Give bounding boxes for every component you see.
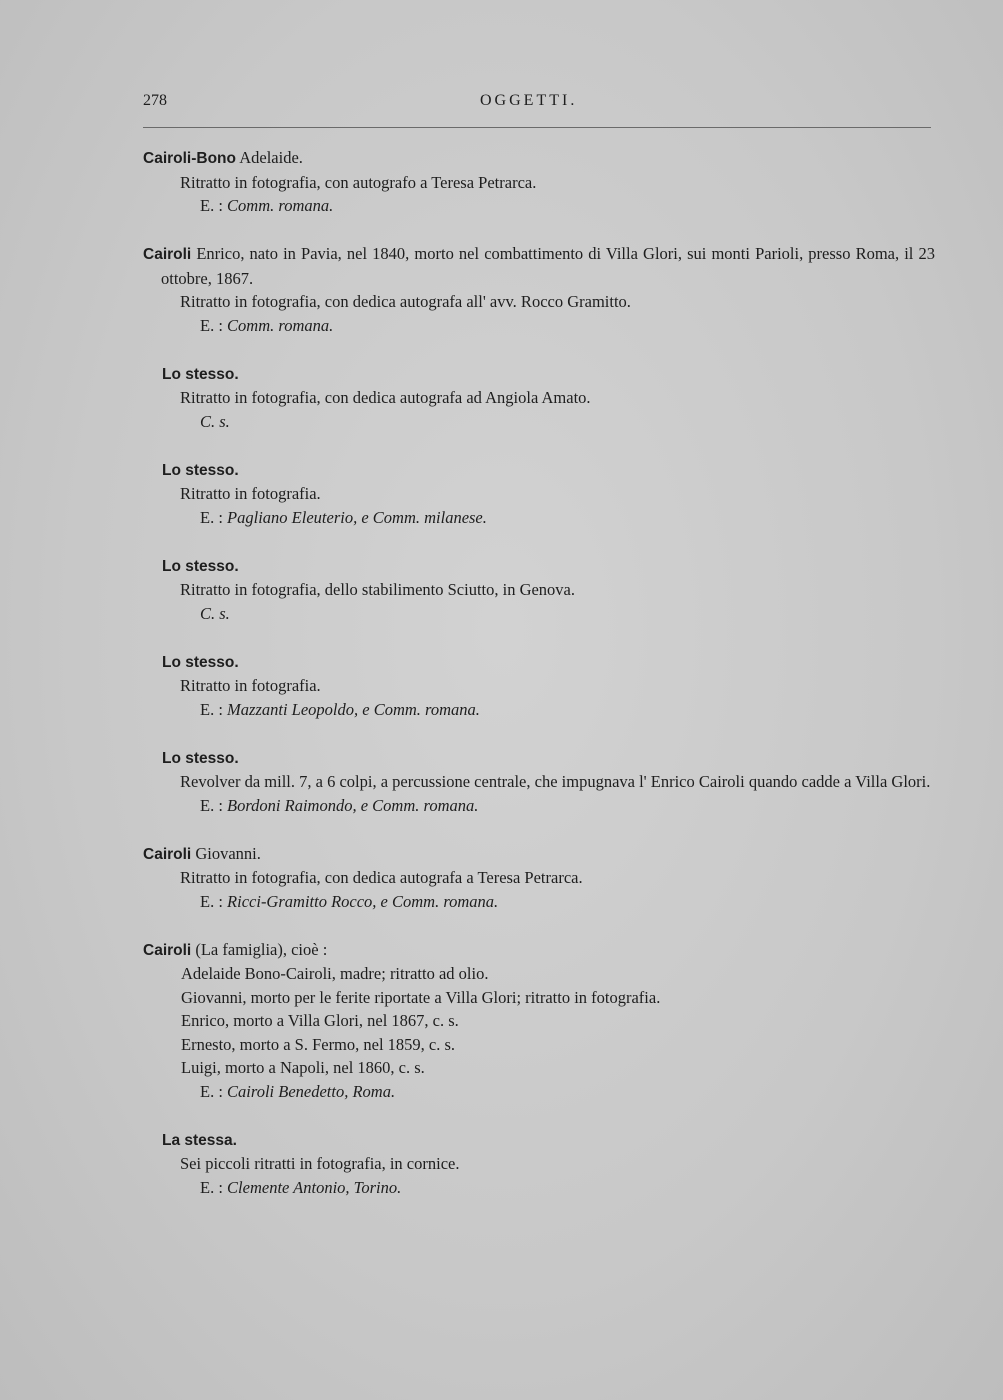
catalog-entry [162, 554, 935, 626]
source-prefix: E. : [200, 1177, 228, 1197]
source-name: Comm. romana. [227, 196, 334, 215]
catalog-entry [162, 746, 935, 818]
entry-source [200, 1176, 935, 1200]
entry-heading [143, 146, 935, 171]
catalog-entry [162, 458, 935, 530]
entry-name: Cairoli [143, 845, 192, 863]
entry-name: Lo stesso. [162, 557, 239, 575]
entry-description: Revolver da mill. 7, a 6 colpi, a percussione centrale, che impugnava l' Enrico Cairoli quando cadde a Villa Glori. [180, 772, 931, 791]
page-number: 278 [143, 92, 167, 109]
catalog-entry [143, 146, 935, 218]
entry-name: Cairoli [143, 246, 192, 263]
page-header [143, 92, 933, 120]
source-prefix: E. : [200, 1081, 228, 1101]
source-prefix: E. : [200, 699, 228, 719]
entry-name: La stessa. [162, 1131, 237, 1149]
source-name: Pagliano Eleuterio, e Comm. milanese. [227, 507, 487, 527]
source-name: Clemente Antonio, Torino. [227, 1177, 402, 1197]
entry-source [200, 410, 935, 434]
entry-source [200, 314, 935, 338]
entry-name: Lo stesso. [162, 749, 239, 767]
entry-source [200, 506, 935, 530]
running-title: OGGETTI. [480, 92, 578, 109]
entry-item: Sei piccoli ritratti in fotografia, in cornice. [180, 1154, 460, 1173]
source-prefix: E. : [200, 795, 228, 815]
source-prefix: E. : [200, 891, 228, 911]
entry-item: Ritratto in fotografia. [180, 484, 321, 503]
source-prefix: E. : [200, 315, 228, 335]
list-item: Ernesto, morto a S. Fermo, nel 1859, c. s. [181, 1034, 456, 1054]
entry-heading [162, 362, 935, 387]
catalog-content [143, 146, 935, 1224]
entry-heading [162, 746, 935, 771]
entry-heading [143, 938, 935, 963]
entry-item: Ritratto in fotografia, con dedica autografa a Teresa Petrarca. [180, 868, 583, 887]
list-item: Enrico, morto a Villa Glori, nel 1867, c. s. [181, 1011, 459, 1030]
source-name: Comm. romana. [227, 315, 334, 335]
list-item: Giovanni, morto per le ferite riportate a Villa Glori; ritratto in fotografia. [181, 987, 661, 1007]
entry-name: Cairoli [143, 941, 192, 959]
entry-name: Lo stesso. [162, 653, 239, 671]
source-name: C. s. [200, 411, 230, 431]
header-rule [143, 127, 931, 128]
catalog-entry [162, 362, 935, 434]
entry-name: Cairoli-Bono [143, 150, 236, 167]
catalog-entry [143, 842, 935, 914]
source-name: C. s. [200, 603, 230, 623]
source-name: Mazzanti Leopoldo, e Comm. romana. [227, 699, 480, 719]
catalog-entry [143, 938, 935, 1104]
entry-source [200, 602, 935, 626]
entry-description: Giovanni. [191, 843, 261, 863]
entry-heading [162, 1128, 935, 1153]
list-item: Luigi, morto a Napoli, nel 1860, c. s. [181, 1058, 425, 1077]
entry-source [200, 698, 935, 722]
entry-item: Ritratto in fotografia. [180, 676, 321, 695]
entry-heading [143, 242, 935, 290]
list-item: Adelaide Bono-Cairoli, madre; ritratto ad olio. [181, 964, 489, 983]
entry-heading [143, 842, 935, 867]
entry-description: (La famiglia), cioè : [191, 939, 328, 959]
catalog-entry [162, 1128, 935, 1200]
source-prefix: E. : [200, 507, 228, 527]
entry-description: Adelaide. [236, 148, 303, 167]
catalog-entry [143, 242, 935, 337]
entry-name: Lo stesso. [162, 461, 239, 479]
entry-heading [162, 554, 935, 579]
source-name: Bordoni Raimondo, e Comm. romana. [227, 795, 479, 815]
entry-source [200, 194, 935, 218]
entry-heading [162, 458, 935, 483]
entry-name: Lo stesso. [162, 365, 239, 383]
source-name: Ricci-Gramitto Rocco, e Comm. romana. [227, 891, 499, 911]
entry-source [200, 794, 935, 818]
entry-item: Ritratto in fotografia, con dedica autografa all' avv. Rocco Gramitto. [180, 292, 631, 311]
entry-source [200, 1080, 935, 1104]
entry-item: Ritratto in fotografia, con autografo a Teresa Petrarca. [180, 172, 537, 192]
source-name: Cairoli Benedetto, Roma. [227, 1081, 396, 1101]
entry-source [200, 890, 935, 914]
entry-item: Ritratto in fotografia, dello stabilimento Sciutto, in Genova. [180, 580, 576, 599]
catalog-entry [162, 650, 935, 722]
entry-heading [162, 650, 935, 675]
entry-item: Ritratto in fotografia, con dedica autografa ad Angiola Amato. [180, 388, 591, 407]
source-prefix: E. : [200, 196, 228, 215]
entry-description: Enrico, nato in Pavia, nel 1840, morto nel combattimento di Villa Glori, sui monti Parioli, presso Roma, il 23 ottobre, 1867. [161, 244, 935, 288]
